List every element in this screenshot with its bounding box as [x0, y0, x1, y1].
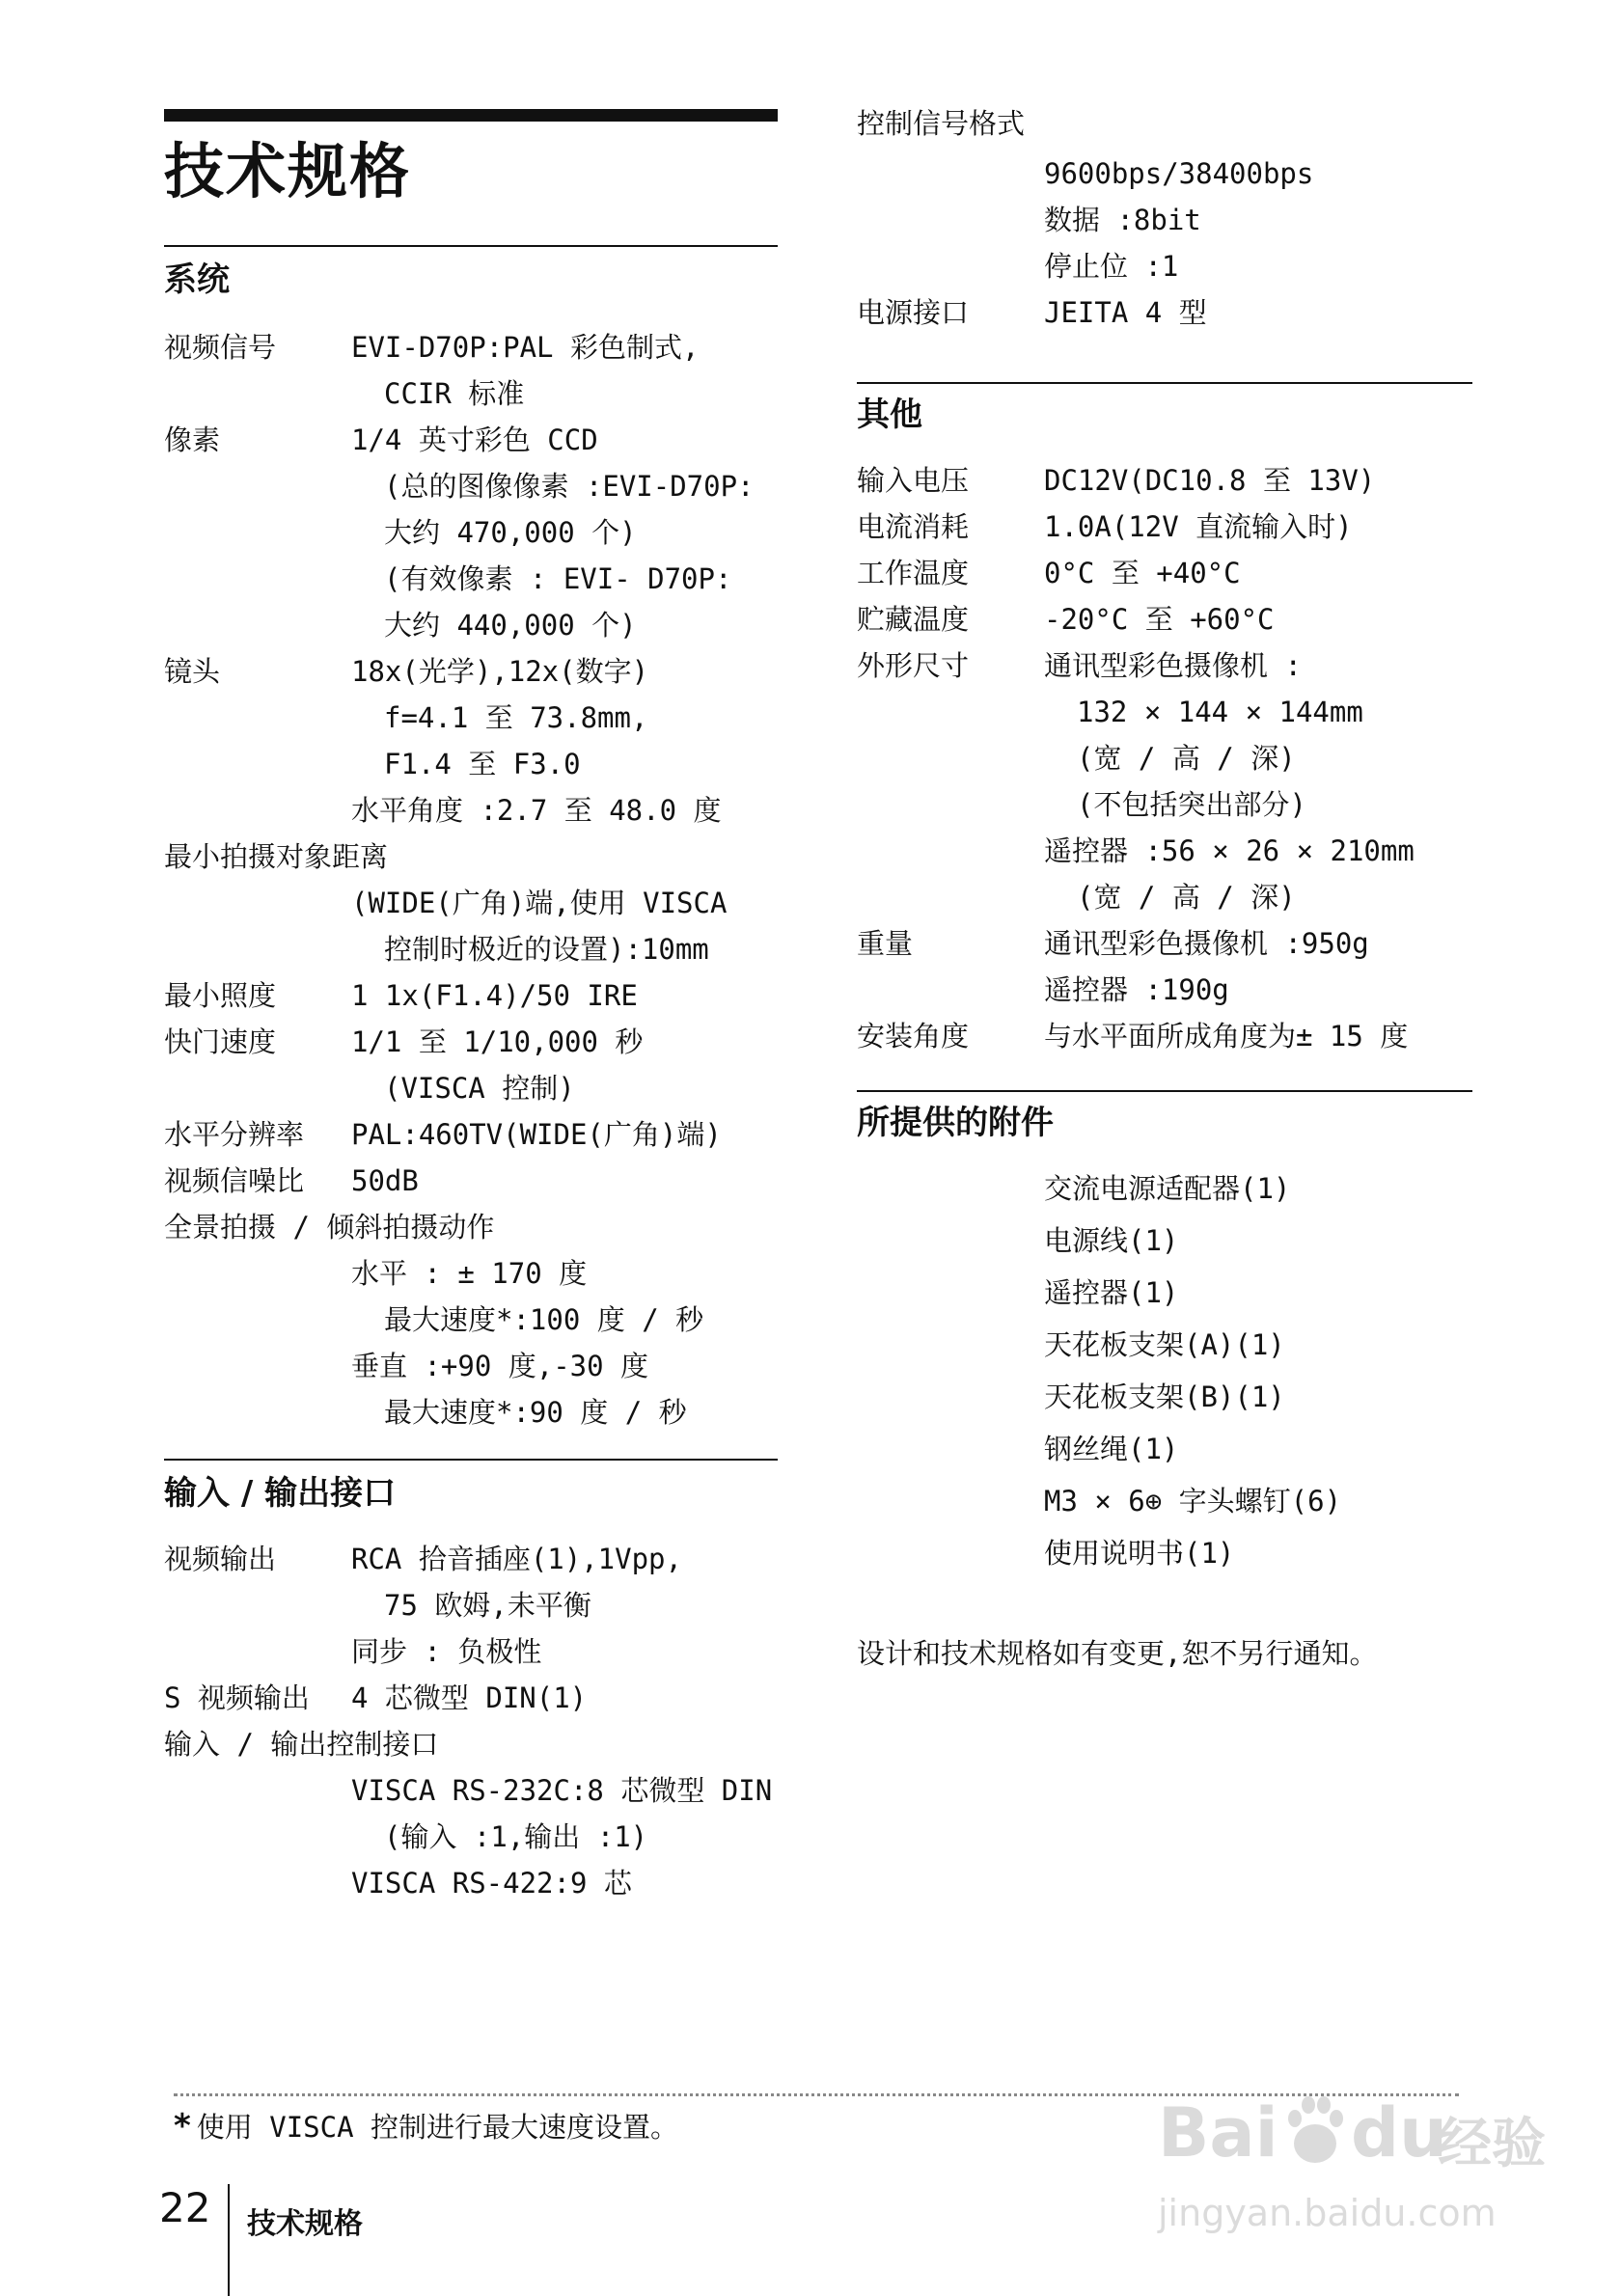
- spec-value-cont: f=4.1 至 73.8mm,: [384, 701, 648, 734]
- spec-value-cont: 数据 :8bit: [1044, 204, 1201, 236]
- spec-value: 通讯型彩色摄像机 :: [1044, 649, 1302, 682]
- footnote-mark: *: [174, 2107, 191, 2146]
- accessory-item: M3 × 6⊕ 字头螺钉(6): [1044, 1485, 1342, 1517]
- watermark-brand-cn: 经验: [1438, 2113, 1546, 2175]
- paw-icon: [1281, 2093, 1349, 2171]
- spec-label: 电流消耗: [857, 510, 970, 543]
- spec-value: -20°C 至 +60°C: [1044, 603, 1275, 636]
- watermark-brand: Bai: [1158, 2093, 1278, 2173]
- footnote-text: 使用 VISCA 控制进行最大速度设置。: [196, 2111, 678, 2144]
- page-number-separator: [228, 2184, 230, 2296]
- spec-label: 最小照度: [164, 979, 277, 1012]
- spec-label: 镜头: [164, 655, 221, 688]
- spec-value-cont: VISCA RS-232C:8 芯微型 DIN: [351, 1774, 773, 1807]
- spec-value-cont: (输入 :1,输出 :1): [384, 1820, 648, 1853]
- spec-value-cont: 遥控器 :190g: [1044, 973, 1229, 1006]
- spec-label: 控制信号格式: [857, 107, 1026, 140]
- spec-value-cont: (宽 / 高 / 深): [1077, 742, 1296, 775]
- spec-value: PAL:460TV(WIDE(广角)端): [351, 1118, 722, 1151]
- spec-value-cont: (WIDE(广角)端,使用 VISCA: [351, 887, 728, 919]
- spec-value-cont: 垂直 :+90 度,-30 度: [351, 1350, 649, 1382]
- accessory-item: 钢丝绳(1): [1044, 1433, 1179, 1465]
- baidu-jingyan-watermark: [1158, 2074, 1544, 2248]
- footnote: [174, 2103, 678, 2150]
- accessory-item: 天花板支架(A)(1): [1044, 1328, 1285, 1361]
- spec-label: 最小拍摄对象距离: [164, 840, 389, 873]
- page-title: 技术规格: [164, 136, 412, 206]
- spec-value-cont: VISCA RS-422:9 芯: [351, 1867, 632, 1900]
- section-heading-other: 其他: [857, 396, 922, 434]
- spec-label: 视频输出: [164, 1543, 277, 1575]
- spec-value-cont: CCIR 标准: [384, 377, 525, 410]
- spec-label: 输入 / 输出控制接口: [164, 1728, 439, 1761]
- section-heading-system: 系统: [164, 260, 230, 299]
- spec-value-cont: 遥控器 :56 × 26 × 210mm: [1044, 834, 1415, 867]
- spec-label: 视频信噪比: [164, 1164, 305, 1197]
- accessory-item: 交流电源适配器(1): [1044, 1172, 1291, 1205]
- spec-value-cont: (不包括突出部分): [1077, 788, 1306, 821]
- accessory-item: 使用说明书(1): [1044, 1537, 1235, 1570]
- spec-value-cont: 停止位 :1: [1044, 250, 1179, 283]
- spec-label: 重量: [857, 927, 914, 960]
- spec-value-cont: 最大速度*:90 度 / 秒: [384, 1396, 687, 1429]
- spec-value-cont: F1.4 至 F3.0: [384, 748, 581, 780]
- watermark-brand-2: du: [1351, 2093, 1447, 2173]
- spec-value: 1/4 英寸彩色 CCD: [351, 424, 598, 456]
- spec-value-cont: 9600bps/38400bps: [1044, 157, 1314, 190]
- spec-label: 电源接口: [857, 296, 970, 329]
- accessory-item: 天花板支架(B)(1): [1044, 1380, 1285, 1413]
- spec-value: 1/1 至 1/10,000 秒: [351, 1025, 644, 1058]
- spec-value: EVI-D70P:PAL 彩色制式,: [351, 331, 700, 364]
- spec-label: 贮藏温度: [857, 603, 970, 636]
- section-heading-io: 输入 / 输出接口: [164, 1474, 397, 1513]
- spec-value-cont: (有效像素 : EVI- D70P:: [384, 562, 732, 595]
- spec-value-cont: (VISCA 控制): [384, 1072, 575, 1105]
- spec-label: 水平分辨率: [164, 1118, 305, 1151]
- notice-text: 设计和技术规格如有变更,恕不另行通知。: [857, 1637, 1378, 1670]
- spec-label: 快门速度: [164, 1025, 277, 1058]
- spec-value-cont: (总的图像像素 :EVI-D70P:: [384, 470, 755, 503]
- spec-value-cont: 水平角度 :2.7 至 48.0 度: [351, 794, 722, 827]
- spec-value-cont: 控制时极近的设置):10mm: [384, 933, 709, 966]
- section-heading-accessories: 所提供的附件: [857, 1104, 1054, 1142]
- spec-label: 外形尺寸: [857, 649, 970, 682]
- spec-value: RCA 拾音插座(1),1Vpp,: [351, 1543, 682, 1575]
- accessory-item: 遥控器(1): [1044, 1276, 1179, 1309]
- title-bar: [164, 109, 778, 122]
- spec-value-cont: 75 欧姆,未平衡: [384, 1589, 591, 1622]
- section-rule: [164, 1459, 778, 1461]
- spec-value-cont: (宽 / 高 / 深): [1077, 881, 1296, 914]
- spec-value: 1 1x(F1.4)/50 IRE: [351, 979, 638, 1012]
- spec-value-cont: 最大速度*:100 度 / 秒: [384, 1303, 704, 1336]
- section-rule: [857, 1090, 1472, 1092]
- spec-value: 0°C 至 +40°C: [1044, 557, 1241, 589]
- spec-value: 18x(光学),12x(数字): [351, 655, 649, 688]
- spec-value-cont: 同步 : 负极性: [351, 1635, 542, 1668]
- accessory-item: 电源线(1): [1044, 1224, 1179, 1257]
- spec-label: 工作温度: [857, 557, 970, 589]
- spec-value-cont: 132 × 144 × 144mm: [1077, 696, 1363, 728]
- spec-value: 4 芯微型 DIN(1): [351, 1681, 588, 1714]
- spec-label: 输入电压: [857, 464, 970, 497]
- spec-label: 安装角度: [857, 1020, 970, 1052]
- spec-label: 视频信号: [164, 331, 277, 364]
- spec-value-cont: 水平 : ± 170 度: [351, 1257, 588, 1290]
- spec-label: 像素: [164, 424, 221, 456]
- section-rule: [857, 382, 1472, 384]
- spec-value: 1.0A(12V 直流输入时): [1044, 510, 1353, 543]
- spec-value-cont: 大约 440,000 个): [384, 609, 637, 642]
- watermark-url: jingyan.baidu.com: [1158, 2192, 1497, 2234]
- spec-value: DC12V(DC10.8 至 13V): [1044, 464, 1376, 497]
- spec-value: 与水平面所成角度为± 15 度: [1044, 1020, 1409, 1052]
- spec-label: S 视频输出: [164, 1681, 310, 1714]
- spec-value: 50dB: [351, 1164, 419, 1197]
- spec-value: JEITA 4 型: [1044, 296, 1207, 329]
- spec-value-cont: 大约 470,000 个): [384, 516, 637, 549]
- spec-label: 全景拍摄 / 倾斜拍摄动作: [164, 1211, 495, 1244]
- spec-value: 通讯型彩色摄像机 :950g: [1044, 927, 1369, 960]
- footer-label: 技术规格: [247, 2207, 363, 2241]
- page-number: 22: [159, 2184, 211, 2231]
- section-rule: [164, 245, 778, 247]
